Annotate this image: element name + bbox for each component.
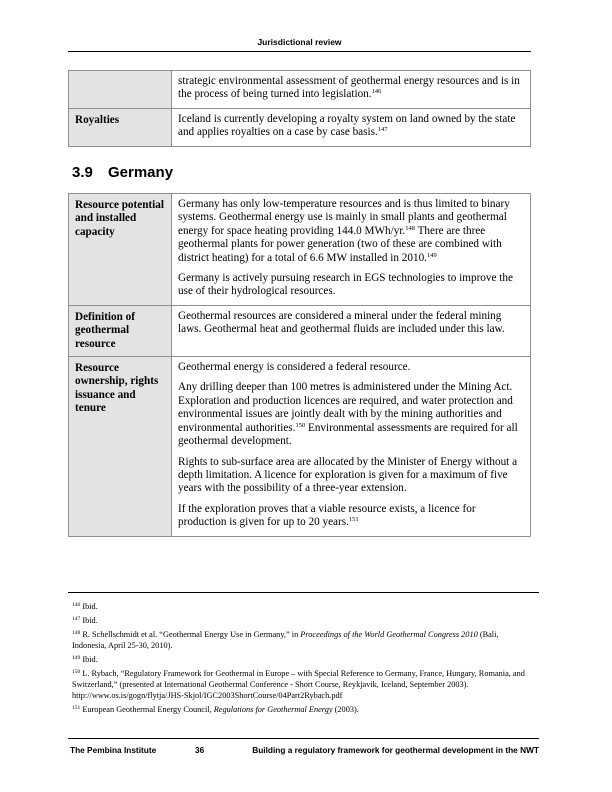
text-run: Geothermal energy is considered a federal resource.: [178, 361, 411, 374]
footnote: [72, 654, 534, 665]
row-label: Definition of geothermal resource: [69, 305, 172, 356]
table-row: [69, 194, 531, 306]
text-run: (2003).: [332, 705, 359, 714]
text-run: (Bali, Indonesia, April 25-30, 2010).: [72, 630, 499, 650]
text-run: Ibid.: [82, 616, 98, 625]
row-label: Royalties: [69, 108, 172, 146]
row-content: [172, 108, 531, 146]
row-label: Resource potential and installed capacity: [69, 194, 172, 306]
page-number: 36: [195, 745, 205, 755]
footnote-ref: 148: [405, 224, 415, 232]
section-number: 3.9: [72, 164, 93, 181]
section-title: Germany: [108, 164, 174, 181]
footer-divider: [68, 738, 539, 739]
text-run: Rights to sub-surface area are allocated by the Minister of Energy without a depth limitation. A licence for exploration is given for a maximum of five years with the possibility of a three-year extension.: [178, 455, 518, 495]
section-heading: [72, 164, 173, 181]
table-row: [69, 305, 531, 356]
text-run: Geothermal resources are considered a mineral under the federal mining laws. Geothermal heat and geothermal fluids are included under this law.: [178, 309, 505, 336]
footnotes: [72, 601, 534, 718]
text-run: Environmental assessments are required for all geothermal development.: [178, 421, 518, 448]
text-run: Germany is actively pursuing research in EGS technologies to improve the use of their hydrological resources.: [178, 272, 513, 298]
text-run: Ibid.: [82, 602, 98, 611]
table-row: [69, 71, 531, 109]
paragraph: [178, 310, 522, 337]
footnote: [72, 704, 534, 715]
row-content: [172, 357, 531, 536]
paragraph: [178, 272, 522, 299]
row-content: [172, 305, 531, 356]
text-run: Germany has only low-temperature resources and is thus limited to binary systems. Geothermal energy use is mainly in small plants and geothermal energy for space heating providing 144.0 MWh/yr.: [178, 198, 510, 237]
footer-org: The Pembina Institute: [70, 745, 157, 755]
row-label: [69, 71, 172, 109]
table-row: [69, 357, 531, 536]
footnote-divider: [68, 592, 539, 593]
text-run: R. Schellschmidt et al. “Geothermal Energy Use in Germany,” in: [82, 630, 301, 639]
footer-doc-title: Building a regulatory framework for geothermal development in the NWT: [252, 745, 539, 755]
row-content: [172, 71, 531, 109]
footnote: [72, 629, 534, 651]
paragraph: [178, 503, 522, 530]
row-label: Resource ownership, rights issuance and tenure: [69, 357, 172, 536]
text-run: There are three geothermal plants for power generation (two of these are combined with district heating) for a total of 6.6 MW installed in 2010.: [178, 224, 502, 264]
paragraph: [178, 198, 522, 265]
paragraph: [178, 381, 522, 448]
germany-table: [68, 193, 531, 537]
footnote-number: 147: [72, 616, 81, 622]
footnote-number: 148: [72, 630, 81, 636]
header-divider: [68, 51, 531, 52]
paragraph: [178, 456, 522, 496]
iceland-table: [68, 70, 531, 147]
row-content: [172, 194, 531, 306]
paragraph: [178, 361, 522, 374]
footnote-number: 150: [72, 669, 81, 675]
text-run: Regulations for Geothermal Energy: [213, 705, 333, 714]
footnote-ref: 147: [377, 126, 388, 134]
running-header: Jurisdictional review: [257, 37, 342, 47]
paragraph: Iceland is currently developing a royalty system on land owned by the state and applies royalties on a case by case basis.$^{147}$: [178, 112, 516, 139]
footnote: [72, 615, 534, 626]
footnote-ref: 146: [371, 88, 382, 96]
table-row: [69, 108, 531, 146]
footnote-number: 151: [72, 705, 81, 711]
footnote-ref: 151: [348, 516, 359, 524]
text-run: L. Rybach, “Regulatory Framework for Geothermal in Europe – with Special Reference to Germany, France, Hungary, Romania, and Switzerland,” (presented at International Geothermal Conference - Short Course, Reykjavik, Iceland, September 2003). http://www.os.is/gogn/flytja/JHS-Skjol/IGC2003ShortCourse/04Part2Rybach.pdf: [72, 669, 525, 700]
footnote-number: 149: [72, 655, 81, 661]
paragraph: strategic environmental assessment of geothermal energy resources and is in the process of being turned into legislation.$^{146}$: [178, 75, 520, 101]
text-run: If the exploration proves that a viable resource exists, a licence for production is given for up to 20 years.: [178, 502, 476, 529]
footnote-ref: 149: [426, 251, 437, 259]
text-run: Any drilling deeper than 100 metres is administered under the Mining Act. Exploration and production licences are required, and water protection and environmental issues are jointly dealt with by the mining authorities and environmental authorities.: [178, 381, 513, 434]
text-run: European Geothermal Energy Council,: [82, 705, 214, 714]
text-run: Ibid.: [82, 655, 98, 664]
footnote-ref: 150: [295, 421, 306, 429]
footnote-number: 146: [72, 602, 81, 608]
footnote: [72, 668, 534, 701]
text-run: Proceedings of the World Geothermal Congress 2010: [300, 630, 478, 639]
footnote: [72, 601, 534, 612]
